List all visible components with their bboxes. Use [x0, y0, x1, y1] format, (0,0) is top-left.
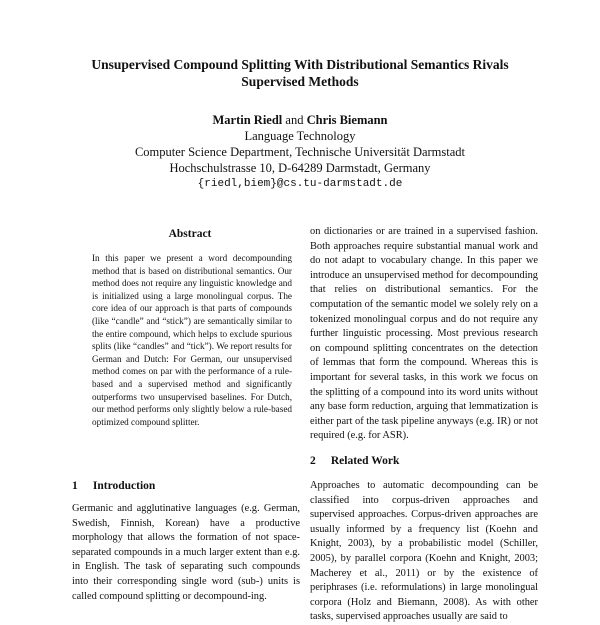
section-number: 1 [72, 480, 78, 492]
affiliation-department: Computer Science Department, Technische Universität Darmstadt [134, 145, 466, 159]
right-column-paragraph: on dictionaries or are trained in a supervised fashion. Both approaches require substantial manual work and do not adapt to vocabulary change. In this paper we introduce an unsupervised method for decompounding that relies on distributional semantics. For the computation of the semantic model we solely rely on a tokenized monolingual corpus and do not require any further linguistic processing. Most previous research on compound splitting concentrates on the detection of lemmas that form the compound. Whereas this is important for several tasks, in this work we focus on the splitting of a compound into its word units without any base form reduction, arguing that lemmatization is either part of the task pipeline anyways (e.g. IR) or not required (e.g. for ASR). [310, 226, 538, 442]
section-number: 2 [310, 455, 316, 467]
affiliation-lab: Language Technology [244, 129, 356, 143]
affiliation-address: Hochschulstrasse 10, D-64289 Darmstadt, Germany [169, 161, 431, 175]
author-names [60, 112, 540, 128]
section-title: Introduction [92, 480, 156, 492]
abstract-heading: Abstract [168, 228, 212, 240]
author-1: Martin Riedl [212, 113, 283, 127]
abstract-text [92, 252, 292, 428]
section-related-work-heading [310, 455, 399, 467]
abstract-paragraph: In this paper we present a word decompounding method that is based on distributional semantics. Our method does not require any linguistic knowledge and is initialized using a large monolingual corpus. The core idea of our approach is that parts of compounds (like “candle” and “stick”) are semantically similar to the entire compound, which helps to exclude spurious splits (like “candles” and “tick”). We report results for German and Dutch: For German, our unsupervised method comes on par with the performance of a rule-based and a supervised method and significantly outperforms two unsupervised baselines. For Dutch, our method performs only slightly below a rule-based optimized compound splitter. [92, 253, 292, 427]
section-introduction-heading [72, 480, 155, 492]
author-email: {riedl,biem}@cs.tu-darmstadt.de [197, 178, 403, 190]
section-title: Related Work [330, 455, 400, 467]
paper-title: Unsupervised Compound Splitting With Distributional Semantics Rivals Supervised Methods [91, 57, 509, 89]
author-2: Chris Biemann [306, 113, 388, 127]
right-column-text [310, 225, 538, 444]
introduction-text [72, 502, 300, 604]
related-work-paragraph: Approaches to automatic decompounding can be classified into corpus-driven approaches and supervised approaches. Corpus-driven approaches are usually informed by a frequency list (Koehn and Knight, 2003), by a probabilistic model (Schiller, 2005), by parallel corpora (Koehn and Knight, 2003; Macherey et al., 2011) or by the existence of periphrases (i.e. reformulations) in large monolingual corpora (Holz and Biemann, 2008). As with other tasks, supervised approaches usually are said to [310, 480, 538, 623]
author-block [60, 112, 540, 192]
related-work-text [310, 479, 538, 625]
introduction-paragraph: Germanic and agglutinative languages (e.g. German, Swedish, Finnish, Korean) have a productive morphology that allows the formation of not space-separated compounds in a much larger extent than e.g. in English. The task of separating such compounds into their corresponding single word (sub-) units is called compound splitting or decompound-ing. [72, 503, 300, 602]
author-conjunction: and [285, 113, 304, 127]
